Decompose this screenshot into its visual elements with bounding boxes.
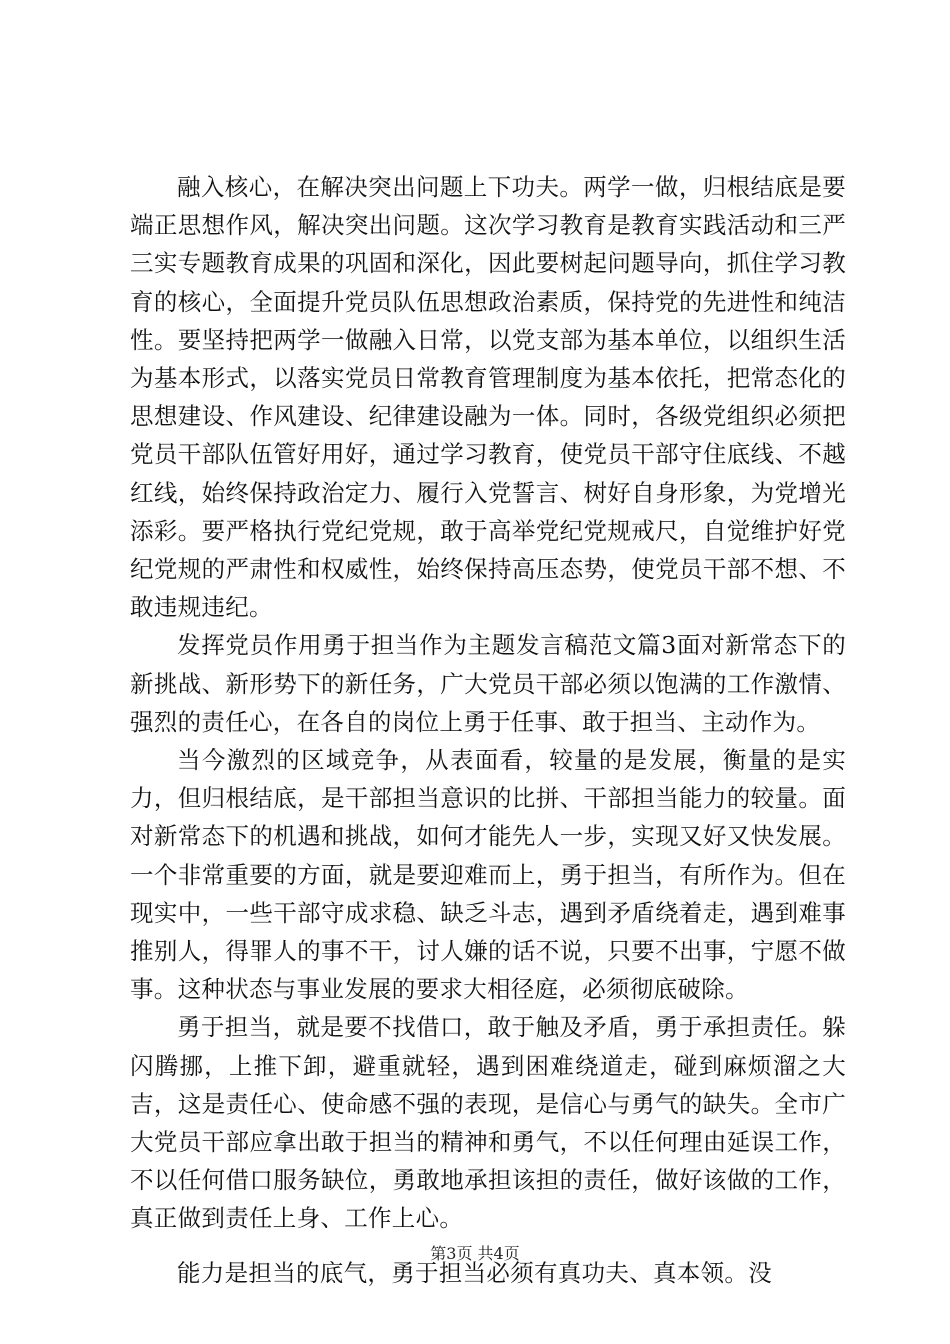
paragraph-4: 勇于担当，就是要不找借口，敢于触及矛盾，勇于承担责任。躲闪腾挪，上推下卸，避重就轻，遇到困难绕道走，碰到麻烦溜之大吉，这是责任心、使命感不强的表现，是信心与勇气的缺失。全市广大党员干部应拿出敢于担当的精神和勇气，不以任何理由延误工作，不以任何借口服务缺位，勇敢地承担该担的责任，做好该做的工作，真正做到责任上身、工作上心。 bbox=[130, 1013, 846, 1233]
paragraph-5: 能力是担当的底气，勇于担当必须有真功夫、真本领。没 bbox=[177, 1258, 772, 1287]
page-number-label: 第3页 共4页 bbox=[430, 1244, 520, 1263]
paragraph-3: 当今激烈的区域竞争，从表面看，较量的是发展，衡量的是实力，但归根结底，是干部担当意识的比拼、干部担当能力的较量。面对新常态下的机遇和挑战，如何才能先人一步，实现又好又快发展。一个非常重要的方面，就是要迎难而上，勇于担当，有所作为。但在现实中，一些干部守成求稳、缺乏斗志，遇到矛盾绕着走，遇到难事推别人，得罪人的事不干，讨人嫌的话不说，只要不出事，宁愿不做事。这种状态与事业发展的要求大相径庭，必须彻底破除。 bbox=[130, 746, 846, 1004]
document-body bbox=[130, 168, 846, 1292]
paragraph-2: 发挥党员作用勇于担当作为主题发言稿范文篇3面对新常态下的新挑战、新形势下的新任务，广大党员干部必须以饱满的工作激情、强烈的责任心，在各自的岗位上勇于任事、敢于担当、主动作为。 bbox=[130, 631, 846, 736]
paragraph-1: 融入核心，在解决突出问题上下功夫。两学一做，归根结底是要端正思想作风，解决突出问题。这次学习教育是教育实践活动和三严三实专题教育成果的巩固和深化，因此要树起问题导向，抓住学习教育的核心，全面提升党员队伍思想政治素质，保持党的先进性和纯洁性。要坚持把两学一做融入日常，以党支部为基本单位，以组织生活为基本形式，以落实党员日常教育管理制度为基本依托，把常态化的思想建设、作风建设、纪律建设融为一体。同时，各级党组织必须把党员干部队伍管好用好，通过学习教育，使党员干部守住底线、不越红线，始终保持政治定力、履行入党誓言、树好自身形象，为党增光添彩。要严格执行党纪党规，敢于高举党纪党规戒尺，自觉维护好党纪党规的严肃性和权威性，始终保持高压态势，使党员干部不想、不敢违规违纪。 bbox=[130, 173, 846, 622]
page-footer bbox=[0, 1244, 950, 1264]
